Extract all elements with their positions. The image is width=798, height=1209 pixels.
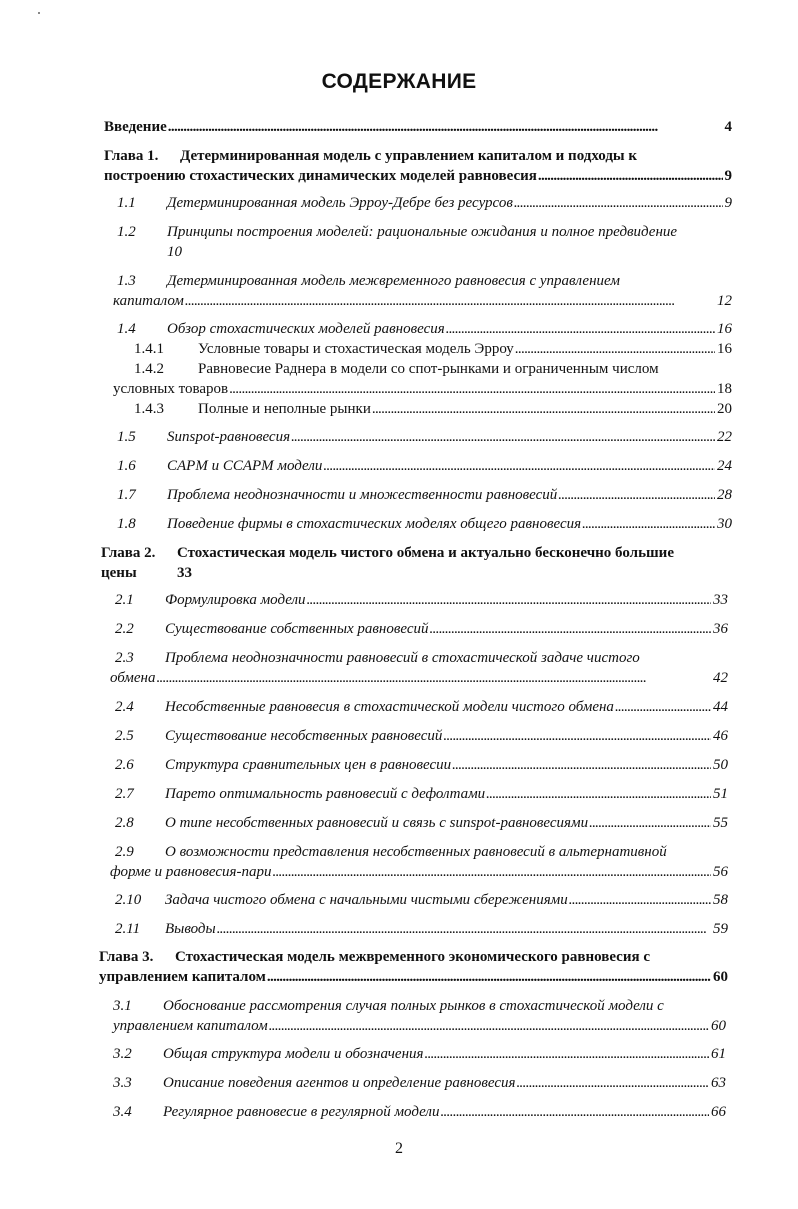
toc-entry-1-8[interactable] [0,514,798,534]
section-title: Несобственные равновесия в стохастической модели чистого обмена [165,699,614,715]
section-number: 2.7 [115,786,134,802]
subsection-number: 1.4.1 [134,341,164,357]
section-number: 1.1 [117,195,136,211]
section-title: Sunspot-равновесия [167,429,291,445]
toc-entry-1-2[interactable] [0,222,798,262]
section-title: Задача чистого обмена с начальными чистыми сбережениями [165,892,568,908]
toc-entry-intro[interactable] [0,117,798,137]
toc-entry-1-3[interactable] [0,271,798,311]
section-title: Регулярное равновесие в регулярной модели [163,1104,440,1120]
chapter-number: Глава 1. [104,148,159,164]
toc-page: 51 [713,786,728,802]
section-number: 3.3 [113,1075,132,1091]
section-title: Принципы построения моделей: рациональные ожидания и полное предвидение [167,224,678,240]
toc-entry-chapter-2[interactable] [0,543,798,583]
section-title: Выводы [165,921,216,937]
section-title-line2: обмена [110,670,156,686]
section-number: 1.8 [117,516,136,532]
toc-page: 60 [713,969,728,985]
section-title: Парето оптимальность равновесий с дефолтами [165,786,486,802]
section-number: 2.9 [115,844,134,860]
leader-dots [269,1016,709,1036]
toc-entry-2-4[interactable] [0,697,798,717]
toc-entry-3-1[interactable] [0,996,798,1036]
leader-dots [267,967,711,987]
section-title-line2: управлением капиталом [113,1018,268,1034]
toc-page: 4 [724,119,732,135]
toc-page: 56 [713,864,728,880]
leader-dots [558,485,715,505]
toc-page: 33 [177,565,192,581]
toc-entry-2-3[interactable] [0,648,798,688]
chapter-title-line1: Стохастическая модель межвременного экономического равновесия с [175,949,650,965]
page-number: 2 [395,1140,403,1157]
leader-dots [272,862,711,882]
scan-speck [38,12,40,14]
toc-entry-2-11[interactable] [0,919,798,939]
leader-dots [291,427,715,447]
section-title: Существование несобственных равновесий [165,728,443,744]
subsection-title-line1: Равновесие Раднера в модели со спот-рынками и ограниченным числом [198,361,659,377]
toc-page: 58 [713,892,728,908]
section-number: 2.4 [115,699,134,715]
section-title-line1: Проблема неоднозначности равновесий в стохастической задаче чистого [165,650,640,666]
chapter-title-line2: цены [101,565,137,581]
section-title: О типе несобственных равновесий и связь с sunspot-равновесиями [165,815,589,831]
toc-page: 12 [717,293,732,309]
leader-dots [443,726,711,746]
toc-page: 16 [717,321,732,337]
leader-dots [514,193,723,213]
chapter-title-line1: Детерминированная модель с управлением капиталом и подходы к [180,148,638,164]
toc-label: Введение [104,119,167,135]
section-number: 1.7 [117,487,136,503]
toc-entry-3-2[interactable] [0,1044,798,1064]
chapter-number: Глава 3. [99,949,154,965]
section-title: Обзор стохастических моделей равновесия [167,321,445,337]
leader-dots [515,339,715,359]
toc-entry-2-2[interactable] [0,619,798,639]
section-number: 2.1 [115,592,134,608]
section-title: Формулировка модели [165,592,306,608]
section-title: Описание поведения агентов и определение равновесия [163,1075,516,1091]
section-number: 2.3 [115,650,134,666]
toc-page: 30 [717,516,732,532]
section-title: Существование собственных равновесий [165,621,429,637]
toc-page: 24 [717,458,732,474]
toc-page: 22 [717,429,732,445]
section-number: 3.2 [113,1046,132,1062]
section-number: 3.1 [113,998,132,1014]
toc-page: 63 [711,1075,726,1091]
toc-entry-2-10[interactable] [0,890,798,910]
section-title: Детерминированная модель Эрроу-Дебре без ресурсов [167,195,513,211]
section-number: 1.2 [117,224,136,240]
toc-entry-3-3[interactable] [0,1073,798,1093]
section-number: 2.11 [115,921,141,937]
toc-entry-1-1[interactable] [0,193,798,213]
section-title: Общая структура модели и обозначения [163,1046,424,1062]
leader-dots [486,784,711,804]
chapter-number: Глава 2. [101,545,156,561]
toc-entry-chapter-3[interactable] [0,947,798,987]
subsection-title: Условные товары и стохастическая модель Эрроу [198,341,514,357]
toc-entry-2-5[interactable] [0,726,798,746]
leader-dots [446,319,715,339]
toc-entry-1-6[interactable] [0,456,798,476]
toc-entry-3-4[interactable] [0,1102,798,1122]
section-title-line1: Обоснование рассмотрения случая полных рынков в стохастической модели с [163,998,664,1014]
toc-page: 66 [711,1104,726,1120]
leader-dots [538,166,723,186]
page-title: СОДЕРЖАНИЕ [321,70,477,93]
toc-page: 20 [717,401,732,417]
toc-page: 9 [724,168,732,184]
leader-dots [156,668,711,688]
leader-dots [582,514,715,534]
section-title-line1: О возможности представления несобственных равновесий в альтернативной [165,844,667,860]
toc-entry-1-5[interactable] [0,427,798,447]
section-title-line1: Детерминированная модель межвременного равновесия с управлением [167,273,620,289]
toc-page: 50 [713,757,728,773]
subsection-title-line2: условных товаров [113,381,229,397]
leader-dots [452,755,711,775]
leader-dots [615,697,711,717]
toc-entry-chapter-1[interactable] [0,146,798,186]
toc-entry-1-4-2[interactable] [0,359,798,399]
leader-dots [323,456,715,476]
leader-dots [307,590,711,610]
section-title-line2: форме и равновесия-пари [110,864,272,880]
toc-page: 59 [713,921,728,937]
section-title: Поведение фирмы в стохастических моделях общего равновесия [167,516,582,532]
leader-dots [424,1044,709,1064]
toc-entry-1-4[interactable] [0,319,798,339]
section-number: 1.3 [117,273,136,289]
section-number: 3.4 [113,1104,132,1120]
toc-page: 44 [713,699,728,715]
leader-dots [372,399,715,419]
toc-page: 61 [711,1046,726,1062]
chapter-title-line2: построению стохастических динамических моделей равновесия [104,168,537,184]
toc-entry-2-6[interactable] [0,755,798,775]
toc-page: 36 [713,621,728,637]
toc-page: 16 [717,341,732,357]
section-title: Проблема неоднозначности и множественности равновесий [167,487,558,503]
leader-dots [217,919,711,939]
toc-entry-2-9[interactable] [0,842,798,882]
leader-dots [589,813,711,833]
toc-page: 60 [711,1018,726,1034]
subsection-title: Полные и неполные рынки [198,401,371,417]
section-number: 2.10 [115,892,142,908]
section-title: CAPM и CCAPM модели [167,458,323,474]
leader-dots [569,890,711,910]
toc-entry-1-7[interactable] [0,485,798,505]
toc-entry-2-1[interactable] [0,590,798,610]
section-number: 2.6 [115,757,134,773]
leader-dots [430,619,711,639]
leader-dots [168,117,723,137]
section-number: 2.8 [115,815,134,831]
leader-dots [185,291,715,311]
leader-dots [229,379,715,399]
subsection-number: 1.4.2 [134,361,164,377]
toc-page: 33 [713,592,728,608]
chapter-title-line2: управлением капиталом [99,969,266,985]
toc-page: 42 [713,670,728,686]
toc-entry-2-7[interactable] [0,784,798,804]
section-number: 2.5 [115,728,134,744]
section-number: 1.5 [117,429,136,445]
leader-dots [440,1102,709,1122]
leader-dots [516,1073,709,1093]
section-number: 1.6 [117,458,136,474]
chapter-title-line1: Стохастическая модель чистого обмена и актуально бесконечно большие [177,545,674,561]
subsection-number: 1.4.3 [134,401,164,417]
toc-entry-1-4-1[interactable] [0,339,798,359]
toc-page: 18 [717,381,732,397]
toc-entry-2-8[interactable] [0,813,798,833]
section-number: 2.2 [115,621,134,637]
toc-page: 46 [713,728,728,744]
toc-page: 9 [724,195,732,211]
toc-page: 55 [713,815,728,831]
section-number: 1.4 [117,321,136,337]
toc-page: 10 [167,244,182,260]
section-title: Структура сравнительных цен в равновесии [165,757,452,773]
toc-page: 28 [717,487,732,503]
toc-entry-1-4-3[interactable] [0,399,798,419]
section-title-line2: капиталом [113,293,184,309]
